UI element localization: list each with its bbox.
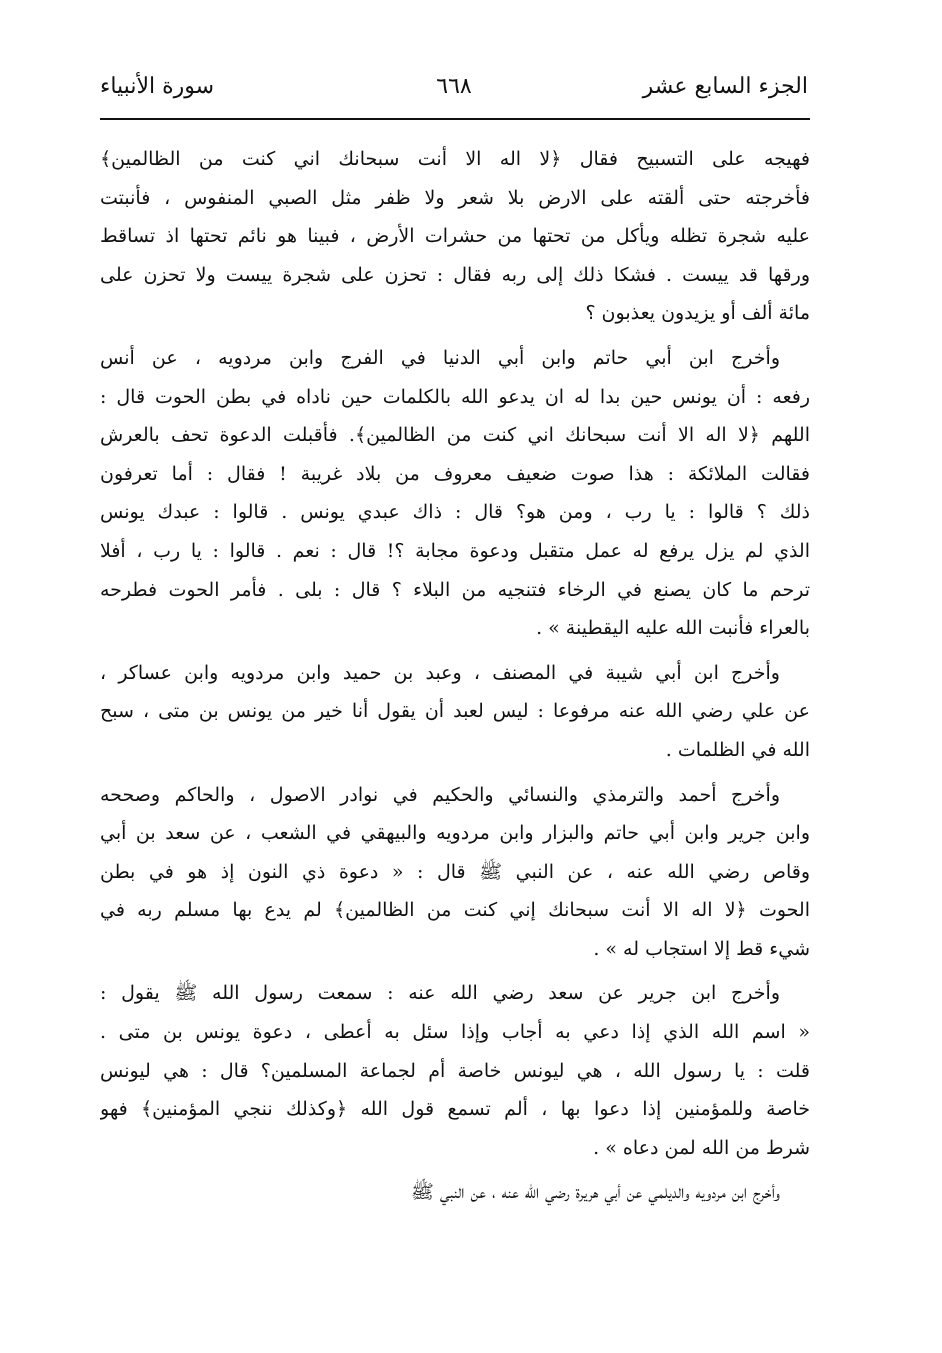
text-line: فأخرجته حتى ألقته على الارض بلا شعر ولا ظفر مثل الصبي المنفوس ، فأنبتت — [100, 186, 810, 209]
paragraph — [100, 339, 810, 648]
text-line: خاصة وللمؤمنين إذا دعوا بها ، ألم تسمع قول الله ﴿وكذلك ننجي المؤمنين﴾ فهو — [100, 1098, 810, 1121]
text-line: وأخرج ابن أبي شيبة في المصنف ، وعبد بن حميد وابن مردويه وابن عساكر ، — [100, 661, 780, 684]
text-line: وأخرج ابن مردويه والديلمي عن أبي هريرة رضي الله عنه ، عن النبي ﷺ — [410, 1181, 780, 1204]
text-line: وأخرج ابن جرير عن سعد رضي الله عنه : سمعت رسول الله ﷺ يقول : — [100, 982, 780, 1005]
page-body — [100, 140, 810, 1218]
text-line: قلت : يا رسول الله ، هي ليونس خاصة أم لجماعة المسلمين؟ قال : هي ليونس — [100, 1059, 810, 1082]
text-line: ترحم ما كان يصنع في الرخاء فتنجيه من البلاء ؟ قال : بلى . فأمر الحوت فطرحه — [100, 578, 810, 601]
text-line: عن علي رضي الله عنه مرفوعا : ليس لعبد أن يقول أنا خير من يونس بن متى ، سبح — [100, 700, 810, 723]
text-line: « اسم الله الذي إذا دعي به أجاب وإذا سئل به أعطى ، دعوة يونس بن متى . — [100, 1021, 810, 1044]
text-line: فقالت الملائكة : هذا صوت ضعيف معروف من بلاد غريبة ! فقال : أما تعرفون — [100, 462, 810, 485]
paragraph — [100, 140, 810, 333]
page-number: ٦٦٨ — [436, 74, 472, 99]
text-line: ذلك ؟ قالوا : يا رب ، ومن هو؟ قال : ذاك عبدي يونس . قالوا : عبدك يونس — [100, 501, 810, 524]
text-line: وأخرج ابن أبي حاتم وابن أبي الدنيا في الفرج وابن مردويه ، عن أنس — [100, 346, 780, 369]
text-line: عليه شجرة تظله ويأكل من تحتها من حشرات الأرض ، فبينا هو نائم تحتها اذ تساقط — [100, 225, 810, 248]
text-line: اللهم ﴿لا اله الا أنت سبحانك اني كنت من الظالمين﴾. فأقبلت الدعوة تحف بالعرش — [100, 424, 810, 447]
text-line: وقاص رضي الله عنه ، عن النبي ﷺ قال : « دعوة ذي النون إذ هو في بطن — [100, 860, 810, 883]
text-line: مائة ألف أو يزيدون يعذبون ؟ — [585, 302, 810, 325]
text-line: وأخرج أحمد والترمذي والنسائي والحكيم في نوادر الاصول ، والحاكم وصححه — [100, 783, 780, 806]
text-line: الحوت ﴿لا اله الا أنت سبحانك إني كنت من الظالمين﴾ لم يدع بها مسلم ربه في — [100, 899, 810, 922]
text-line: رفعه : أن يونس حين بدا له ان يدعو الله بالكلمات حين ناداه في بطن الحوت قال : — [100, 385, 810, 408]
part-title: الجزء السابع عشر — [642, 74, 808, 99]
surah-title: سورة الأنبياء — [100, 74, 215, 99]
paragraph — [100, 776, 810, 969]
text-line: شيء قط إلا استجاب له » . — [593, 937, 810, 960]
page-header — [100, 70, 808, 110]
paragraph — [100, 974, 810, 1167]
text-line: فهيجه على التسبيح فقال ﴿لا اله الا أنت سبحانك اني كنت من الظالمين﴾ — [100, 148, 810, 170]
paragraph — [100, 654, 810, 770]
text-line: الله في الظلمات . — [665, 738, 810, 761]
text-line: شرط من الله لمن دعاه » . — [593, 1136, 810, 1159]
text-line: ورقها قد ييست . فشكا ذلك إلى ربه فقال : تحزن على شجرة ييست ولا تحزن على — [100, 263, 810, 286]
paragraph — [100, 1173, 810, 1212]
text-line: بالعراء فأنبت الله عليه اليقطينة » . — [536, 617, 810, 640]
header-rule — [100, 118, 810, 120]
text-line: الذي لم يزل يرفع له عمل متقبل ودعوة مجابة ؟! قال : نعم . قالوا : يا رب ، أفلا — [100, 539, 810, 562]
text-line: وابن جرير وابن أبي حاتم والبزار وابن مردويه والبيهقي في الشعب ، عن سعد بن أبي — [100, 822, 810, 845]
